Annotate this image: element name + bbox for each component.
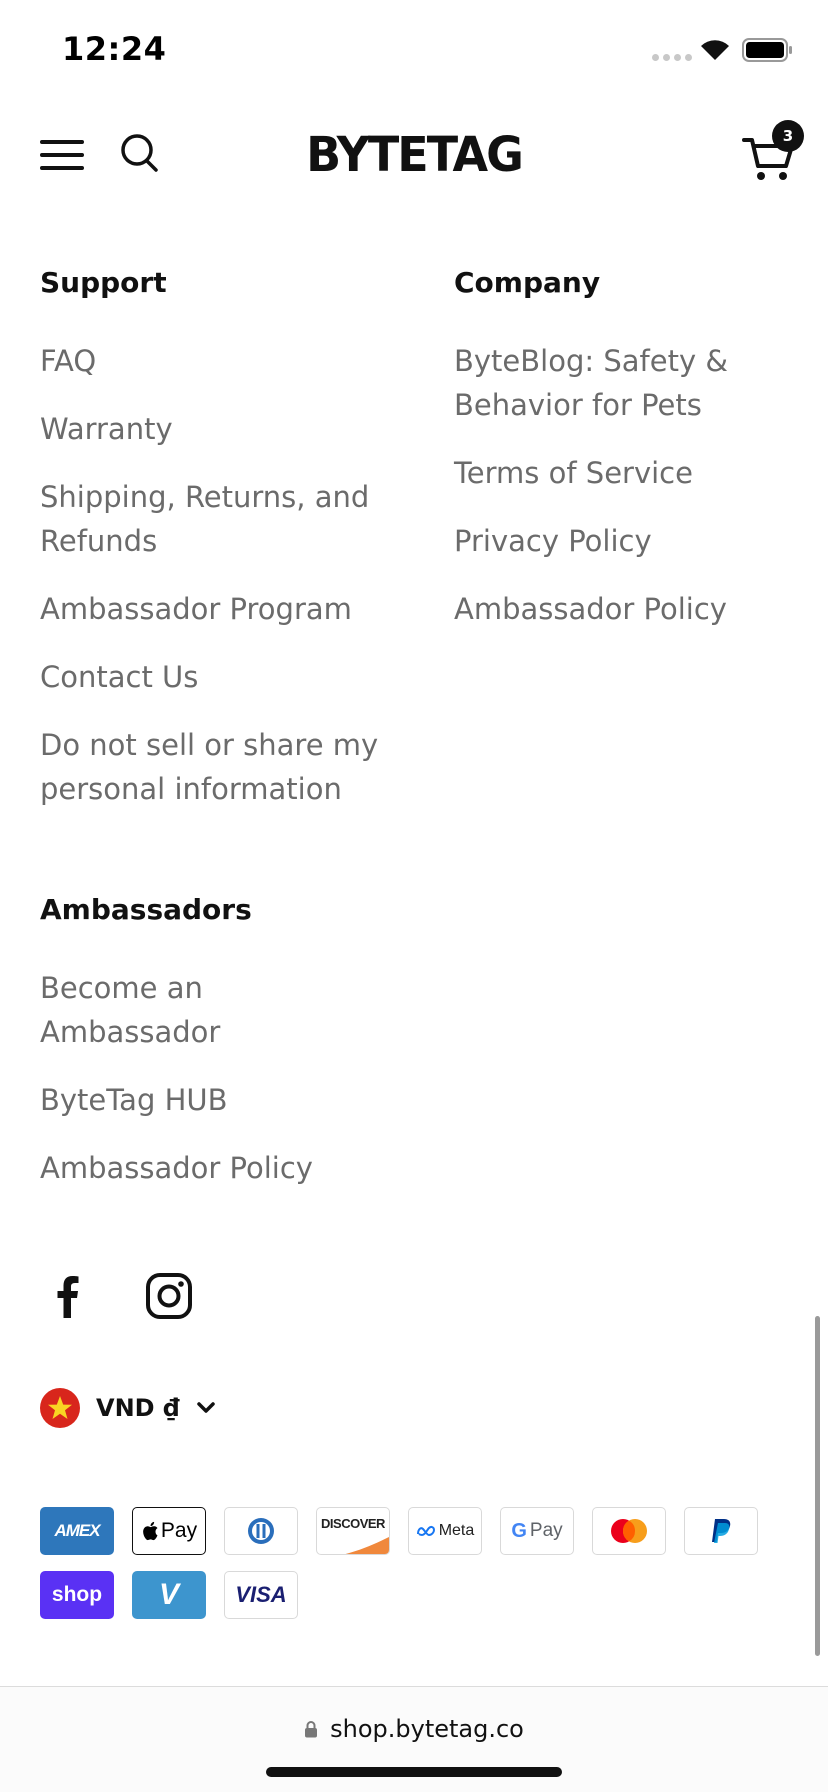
google-pay-icon: G Pay <box>500 1507 574 1555</box>
status-time: 12:24 <box>62 30 167 68</box>
link-shipping-returns[interactable]: Shipping, Returns, and Refunds <box>40 480 370 558</box>
meta-logo-icon <box>416 1525 436 1537</box>
apple-pay-icon: Pay <box>132 1507 206 1555</box>
link-faq[interactable]: FAQ <box>40 344 97 378</box>
meta-pay-icon: Meta <box>408 1507 482 1555</box>
apple-logo-icon <box>141 1520 159 1542</box>
diners-club-icon <box>224 1507 298 1555</box>
visa-icon: VISA <box>224 1571 298 1619</box>
lock-icon <box>304 1720 318 1738</box>
currency-selector[interactable] <box>40 1388 216 1428</box>
currency-label: VND ₫ <box>96 1394 180 1422</box>
link-ambassador-program[interactable]: Ambassador Program <box>40 592 352 626</box>
link-ambassador-policy-2[interactable]: Ambassador Policy <box>40 1151 313 1185</box>
link-ambassador-policy[interactable]: Ambassador Policy <box>454 592 727 626</box>
cart-count-badge: 3 <box>772 120 804 152</box>
link-warranty[interactable]: Warranty <box>40 412 173 446</box>
venmo-icon <box>132 1571 206 1619</box>
link-terms-of-service[interactable]: Terms of Service <box>454 456 693 490</box>
bytetag-logo[interactable] <box>292 124 536 184</box>
amex-icon: AMEX <box>40 1507 114 1555</box>
facebook-icon[interactable] <box>44 1272 92 1320</box>
wifi-icon <box>698 36 732 62</box>
shop-pay-icon: shop <box>40 1571 114 1619</box>
hamburger-menu-icon[interactable] <box>40 140 84 170</box>
discover-icon: DISCOVER <box>316 1507 390 1555</box>
link-contact-us[interactable]: Contact Us <box>40 660 199 694</box>
link-do-not-sell[interactable]: Do not sell or share my personal information <box>40 728 379 806</box>
paypal-icon <box>684 1507 758 1555</box>
google-g-icon: G <box>511 1519 527 1542</box>
home-indicator[interactable] <box>266 1767 562 1777</box>
url-display[interactable] <box>0 1715 828 1743</box>
site-header <box>0 110 828 200</box>
company-heading: Company <box>454 266 601 299</box>
link-privacy-policy[interactable]: Privacy Policy <box>454 524 652 558</box>
support-heading: Support <box>40 266 167 299</box>
link-byteblog[interactable]: ByteBlog: Safety & Behavior for Pets <box>454 344 728 422</box>
url-text: shop.bytetag.co <box>330 1715 524 1743</box>
battery-icon <box>742 38 794 62</box>
ambassadors-heading: Ambassadors <box>40 893 252 926</box>
instagram-icon[interactable] <box>145 1272 193 1320</box>
status-bar <box>0 0 828 100</box>
link-become-ambassador[interactable]: Become an Ambassador <box>40 971 221 1049</box>
venmo-logo-icon: V <box>158 1578 179 1611</box>
vietnam-flag-icon <box>40 1388 80 1428</box>
link-bytetag-hub[interactable]: ByteTag HUB <box>40 1083 228 1117</box>
chevron-down-icon <box>196 1401 216 1415</box>
browser-url-bar <box>0 1686 828 1792</box>
logo-text: BYTETAG <box>306 125 522 183</box>
mastercard-icon <box>592 1507 666 1555</box>
search-icon[interactable] <box>120 132 160 174</box>
cellular-signal-icon <box>652 54 692 61</box>
page-scrollbar[interactable] <box>815 1316 820 1656</box>
